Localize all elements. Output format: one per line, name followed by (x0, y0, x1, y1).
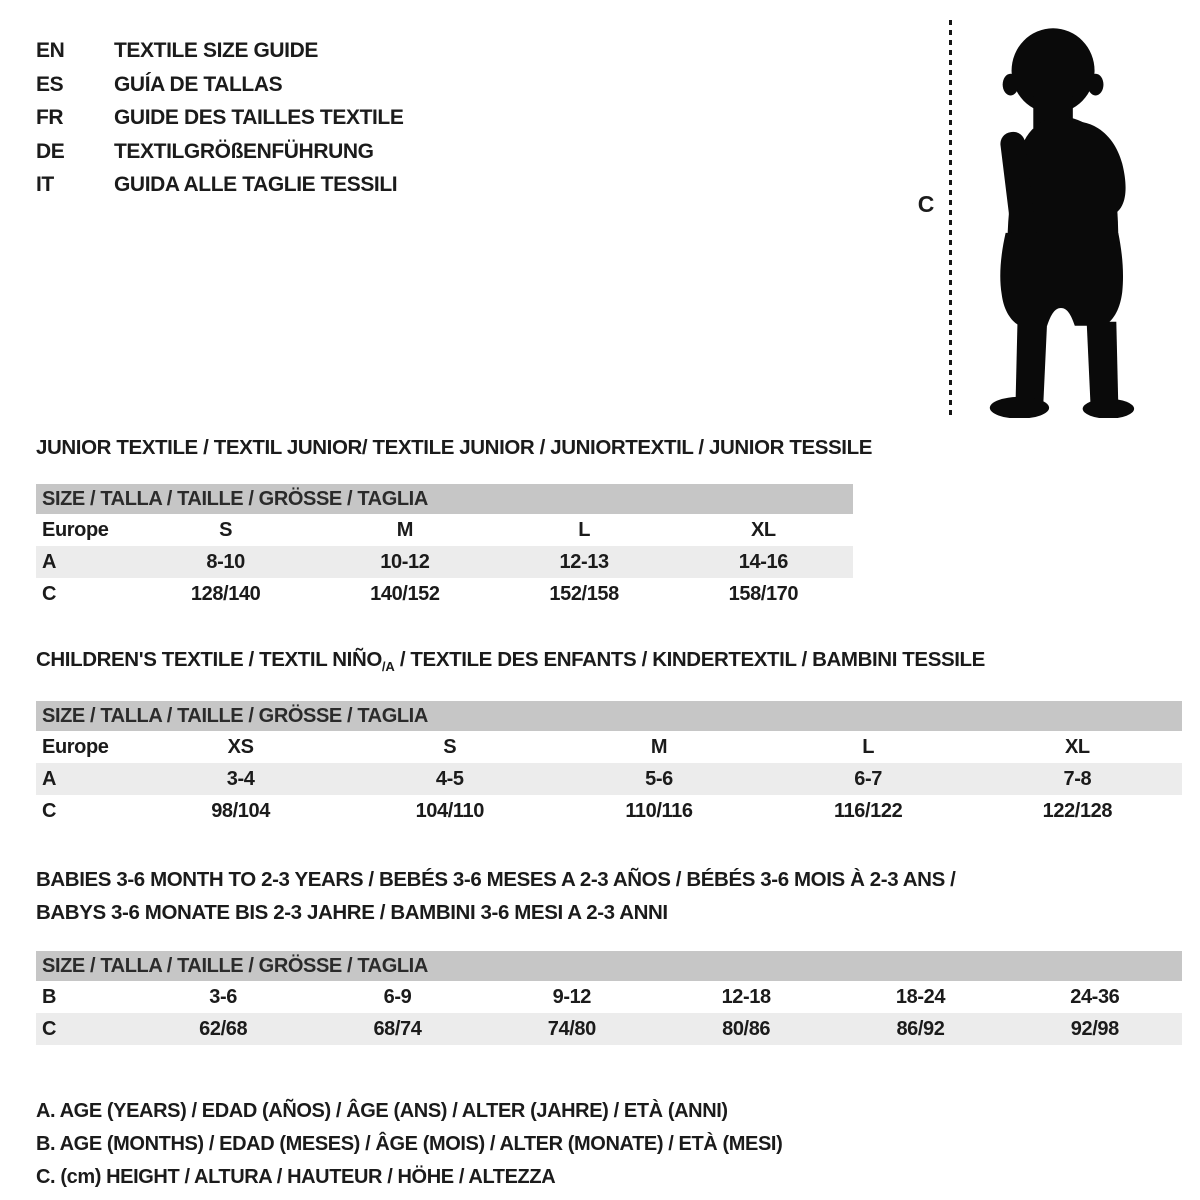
babies-size-table (36, 951, 1182, 1045)
language-row-fr (36, 101, 403, 135)
cell-value: XS (227, 735, 254, 758)
language-code: IT (36, 173, 54, 196)
junior-section-title: JUNIOR TEXTILE / TEXTIL JUNIOR/ TEXTILE JUNIOR / JUNIORTEXTIL / JUNIOR TESSILE (36, 436, 872, 459)
cell-value: 12-18 (721, 985, 771, 1008)
babies-title-line1: BABIES 3-6 MONTH TO 2-3 YEARS / BEBÉS 3-6 MESES A 2-3 AÑOS / BÉBÉS 3-6 MOIS À 2-3 ANS / (36, 868, 956, 892)
children-title-sub: /A (381, 659, 395, 675)
height-figure (918, 20, 1142, 418)
cell-value: 152/158 (549, 582, 619, 605)
language-title: GUIDE DES TAILLES TEXTILE (114, 106, 404, 129)
row-label: Europe (42, 518, 109, 541)
children-section-title (36, 648, 1200, 679)
legend (36, 1095, 1200, 1194)
cell-value: M (396, 518, 413, 541)
cell-value: 4-5 (345, 763, 554, 795)
language-row-de (36, 135, 403, 169)
size-header-row (36, 484, 853, 514)
cell-value: 116/122 (833, 799, 903, 822)
baby-silhouette (974, 20, 1142, 418)
size-header-row (36, 701, 1182, 731)
row-label: C (36, 1013, 136, 1045)
size-header-row (36, 951, 1182, 981)
row-label: Europe (42, 735, 109, 758)
cell-value: L (578, 518, 591, 541)
cell-value: 62/68 (136, 1013, 310, 1045)
legend-line-a: A. AGE (YEARS) / EDAD (AÑOS) / ÂGE (ANS) / ALTER (JAHRE) / ETÀ (ANNI) (36, 1100, 728, 1123)
row-label: A (36, 546, 136, 578)
cell-value: 92/98 (1008, 1013, 1182, 1045)
cell-value: 140/152 (370, 582, 440, 605)
table-row (36, 514, 853, 546)
cell-value: M (650, 735, 668, 758)
cell-value: XL (750, 518, 776, 541)
junior-size-table (36, 484, 853, 610)
table-row (36, 795, 1182, 827)
cell-value: XL (1064, 735, 1090, 758)
cell-value: 86/92 (833, 1013, 1007, 1045)
cell-value: 68/74 (310, 1013, 484, 1045)
children-title-post: / TEXTILE DES ENFANTS / KINDERTEXTIL / BAMBINI TESSILE (394, 648, 985, 671)
language-code: EN (36, 39, 65, 62)
cell-value: 110/116 (625, 799, 693, 822)
language-code: ES (36, 72, 64, 96)
cell-value: 128/140 (190, 582, 261, 605)
cell-value: 10-12 (315, 546, 494, 578)
row-label: B (42, 985, 57, 1008)
cell-value: 24-36 (1070, 985, 1120, 1008)
size-header-band: SIZE / TALLA / TAILLE / GRÖSSE / TAGLIA (36, 951, 1182, 981)
cell-value: S (219, 518, 233, 541)
cell-value: 9-12 (552, 985, 592, 1008)
cell-value: 80/86 (659, 1013, 833, 1045)
size-header-band: SIZE / TALLA / TAILLE / GRÖSSE / TAGLIA (36, 484, 853, 514)
language-list (36, 34, 403, 202)
cell-value: S (443, 735, 457, 758)
babies-title-line2: BABYS 3-6 MONATE BIS 2-3 JAHRE / BAMBINI 3-6 MESI A 2-3 ANNI (36, 901, 668, 925)
language-code: DE (36, 139, 65, 163)
cell-value: 74/80 (485, 1013, 659, 1045)
language-title: TEXTILE SIZE GUIDE (114, 39, 318, 62)
language-title: TEXTILGRÖßENFÜHRUNG (114, 139, 374, 163)
cell-value: 3-4 (136, 763, 345, 795)
language-code: FR (36, 106, 64, 129)
table-row (36, 546, 853, 578)
top-area (0, 0, 1200, 420)
table-row (36, 578, 853, 610)
cell-value: 8-10 (136, 546, 315, 578)
cell-value: 5-6 (554, 763, 763, 795)
cell-value: 6-9 (383, 985, 412, 1008)
cell-value: 14-16 (674, 546, 853, 578)
table-row (36, 731, 1182, 763)
children-title-pre: CHILDREN'S TEXTILE / TEXTIL NIÑO (36, 648, 382, 671)
babies-section-title (36, 863, 1200, 929)
legend-line-b: B. AGE (MONTHS) / EDAD (MESES) / ÂGE (MOIS) / ALTER (MONATE) / ETÀ (MESI) (36, 1133, 783, 1156)
language-row-es (36, 68, 403, 102)
table-row (36, 1013, 1182, 1045)
legend-line-c: C. (cm) HEIGHT / ALTURA / HAUTEUR / HÖHE / ALTEZZA (36, 1166, 556, 1189)
cell-value: 7-8 (973, 763, 1182, 795)
row-label: C (42, 582, 57, 605)
cell-value: L (862, 735, 875, 758)
language-row-en (36, 34, 403, 68)
language-title: GUIDA ALLE TAGLIE TESSILI (114, 173, 398, 196)
cell-value: 18-24 (895, 985, 946, 1008)
cell-value: 104/110 (415, 799, 484, 822)
cell-value: 3-6 (209, 985, 238, 1008)
table-row (36, 763, 1182, 795)
cell-value: 6-7 (764, 763, 973, 795)
cell-value: 158/170 (728, 582, 799, 605)
cell-value: 12-13 (495, 546, 674, 578)
height-label-c: C (917, 190, 934, 217)
row-label: C (42, 799, 57, 822)
language-row-it (36, 168, 403, 202)
height-measure-line (949, 20, 952, 418)
table-row (36, 981, 1182, 1013)
cell-value: 98/104 (211, 799, 270, 822)
row-label: A (36, 763, 136, 795)
cell-value: 122/128 (1042, 799, 1113, 822)
language-title: GUÍA DE TALLAS (114, 72, 283, 96)
children-size-table (36, 701, 1182, 827)
size-header-band: SIZE / TALLA / TAILLE / GRÖSSE / TAGLIA (36, 701, 1182, 731)
